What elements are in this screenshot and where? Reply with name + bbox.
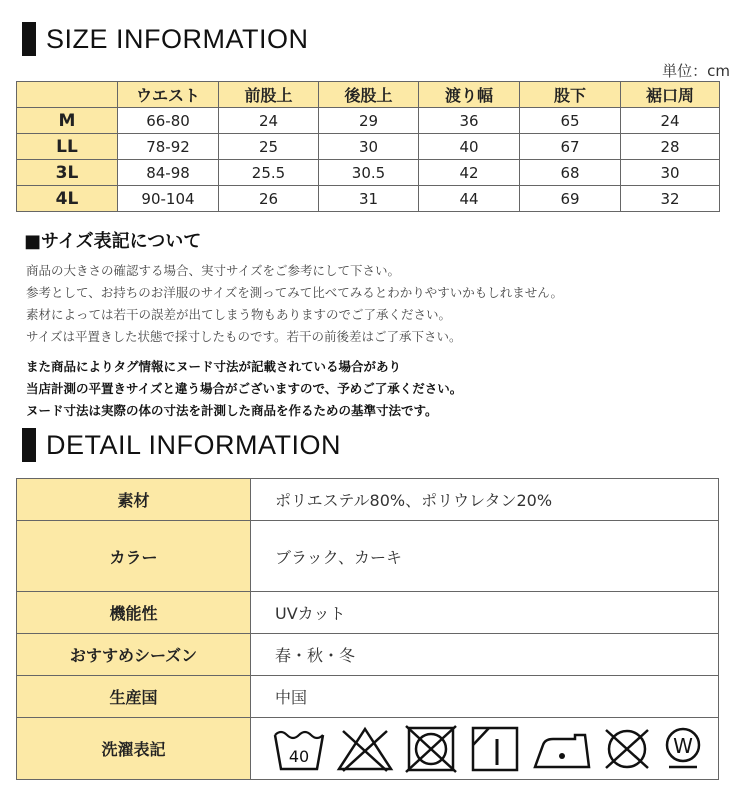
col-header-inseam: 股下 — [520, 82, 621, 108]
table-cell: 69 — [520, 186, 621, 212]
detail-information-header — [22, 428, 341, 462]
size-label: 3L — [17, 160, 118, 186]
table-cell: 44 — [419, 186, 520, 212]
size-table — [16, 81, 720, 212]
size-information-title: SIZE INFORMATION — [46, 23, 309, 54]
table-cell: 66-80 — [118, 108, 219, 134]
detail-row-care — [17, 718, 719, 780]
col-header-thigh-width: 渡り幅 — [419, 82, 520, 108]
table-row — [17, 108, 720, 134]
table-cell: 68 — [520, 160, 621, 186]
detail-label: 生産国 — [17, 676, 251, 718]
iron-low-icon — [531, 725, 593, 773]
table-cell: 31 — [319, 186, 419, 212]
detail-value: 春・秋・冬 — [251, 634, 719, 676]
detail-row-season — [17, 634, 719, 676]
detail-table — [16, 478, 719, 780]
table-row — [17, 134, 720, 160]
size-notes-title: ■サイズ表記について — [24, 231, 202, 252]
wash-40-icon — [271, 725, 327, 773]
table-cell: 28 — [621, 134, 720, 160]
col-header-hem: 裾口周 — [621, 82, 720, 108]
detail-row-material — [17, 479, 719, 521]
detail-value: 中国 — [251, 676, 719, 718]
table-cell: 24 — [621, 108, 720, 134]
detail-label: 素材 — [17, 479, 251, 521]
table-cell: 25.5 — [219, 160, 319, 186]
line-dry-shade-icon — [467, 725, 523, 773]
detail-information-title: DETAIL INFORMATION — [46, 429, 342, 460]
detail-value: ブラック、カーキ — [251, 521, 719, 592]
size-table-header-row — [17, 82, 720, 108]
no-tumble-dry-icon — [403, 725, 459, 773]
size-label: M — [17, 108, 118, 134]
table-cell: 30.5 — [319, 160, 419, 186]
size-notes-body — [26, 260, 563, 348]
table-cell: 29 — [319, 108, 419, 134]
detail-row-country — [17, 676, 719, 718]
wash-temp-label: 40 — [288, 746, 310, 766]
section-bar — [22, 22, 36, 56]
note-bold-line: 当店計測の平置きサイズと違う場合がございますので、予めご了承ください。 — [26, 381, 463, 396]
detail-label: 機能性 — [17, 592, 251, 634]
table-cell: 84-98 — [118, 160, 219, 186]
note-line: サイズは平置きした状態で採寸したものです。若干の前後差はご了承下さい。 — [26, 329, 462, 344]
detail-label: おすすめシーズン — [17, 634, 251, 676]
wet-clean-label: W — [673, 733, 693, 758]
note-bold-line: ヌード寸法は実際の体の寸法を計測した商品を作るための基準寸法です。 — [26, 403, 438, 418]
table-cell: 25 — [219, 134, 319, 160]
detail-row-color — [17, 521, 719, 592]
note-line: 素材によっては若干の誤差が出てしまう物もありますのでご了承ください。 — [26, 307, 452, 322]
size-table-corner — [17, 82, 118, 108]
table-cell: 67 — [520, 134, 621, 160]
table-row — [17, 160, 720, 186]
note-line: 参考として、お持ちのお洋服のサイズを測ってみて比べてみるとわかりやすいかもしれません。 — [26, 285, 564, 300]
no-dry-clean-icon — [601, 725, 653, 773]
note-line: 商品の大きさの確認する場合、実寸サイズをご参考にして下さい。 — [26, 263, 401, 278]
detail-value: UVカット — [251, 592, 719, 634]
detail-label: カラー — [17, 521, 251, 592]
col-header-waist: ウエスト — [118, 82, 219, 108]
table-cell: 26 — [219, 186, 319, 212]
size-information-header — [22, 22, 309, 56]
table-cell: 30 — [319, 134, 419, 160]
table-cell: 32 — [621, 186, 720, 212]
table-cell: 36 — [419, 108, 520, 134]
col-header-back-rise: 後股上 — [319, 82, 419, 108]
table-cell: 24 — [219, 108, 319, 134]
size-notes-emphasis — [26, 356, 462, 422]
table-cell: 30 — [621, 160, 720, 186]
care-icons-row — [271, 725, 718, 773]
table-row — [17, 186, 720, 212]
size-label: LL — [17, 134, 118, 160]
table-cell: 65 — [520, 108, 621, 134]
detail-value: ポリエステル80%、ポリウレタン20% — [251, 479, 719, 521]
table-cell: 42 — [419, 160, 520, 186]
detail-row-function — [17, 592, 719, 634]
table-cell: 78-92 — [118, 134, 219, 160]
table-cell: 90-104 — [118, 186, 219, 212]
no-bleach-icon — [335, 725, 395, 773]
section-bar — [22, 428, 36, 462]
unit-label: 単位：cm — [662, 62, 730, 80]
note-bold-line: また商品によりタグ情報にヌード寸法が記載されている場合があり — [26, 359, 402, 374]
wet-clean-icon — [661, 725, 705, 773]
care-symbols — [251, 718, 719, 780]
detail-label: 洗濯表記 — [17, 718, 251, 780]
table-cell: 40 — [419, 134, 520, 160]
col-header-front-rise: 前股上 — [219, 82, 319, 108]
size-label: 4L — [17, 186, 118, 212]
